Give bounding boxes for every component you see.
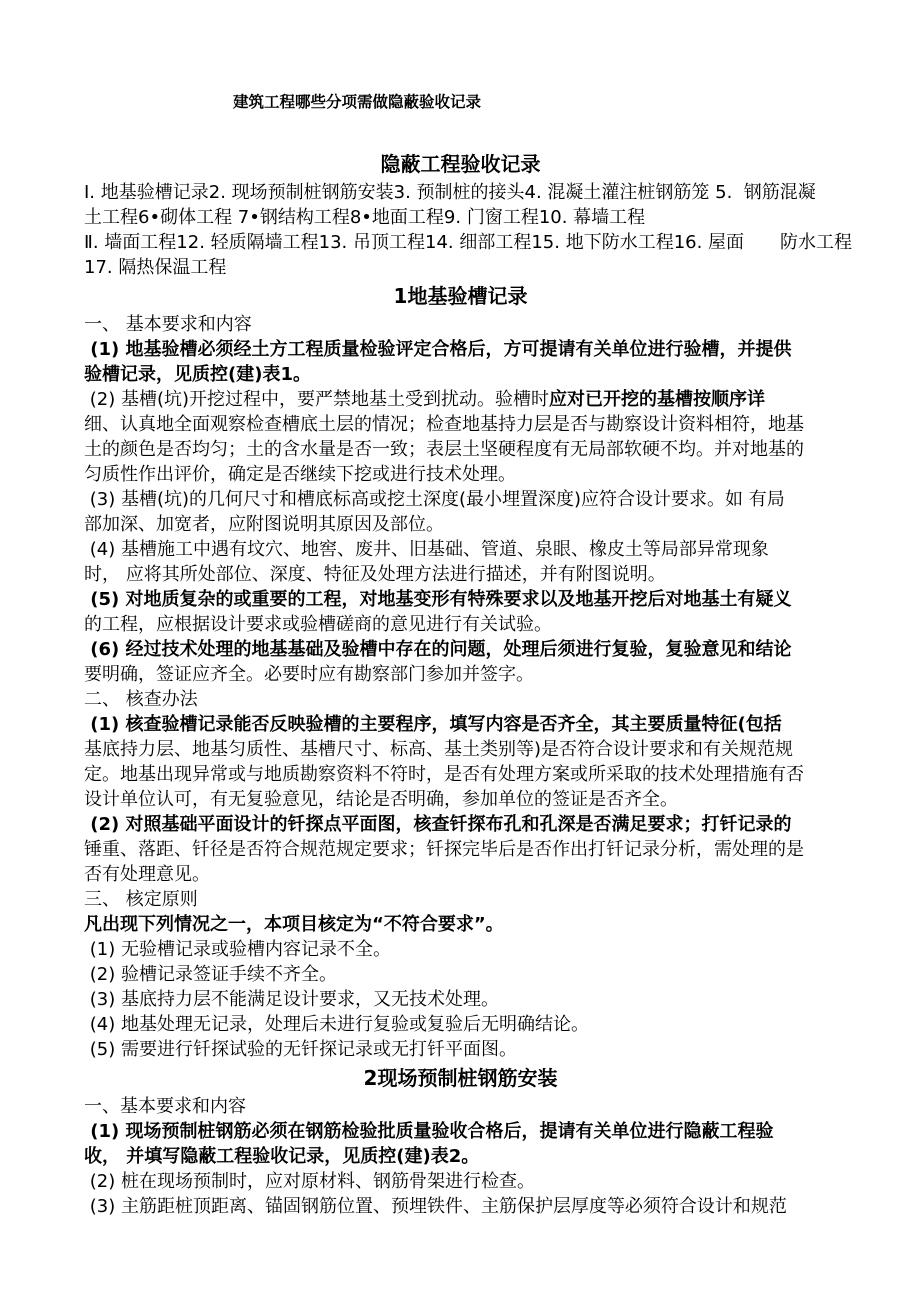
- text-segment: (4) 基槽施工中遇有坟穴、地窖、废井、旧基础、管道、泉眼、橡皮土等局部异常现象: [84, 539, 769, 560]
- text-segment: 部加深、加宽者，应附图说明其原因及部位。: [84, 514, 444, 535]
- text-segment: 基底持力层、地基匀质性、基槽尺寸、标高、基土类别等)是否符合设计要求和有关规范规: [84, 739, 794, 760]
- text-line: [84, 1119, 837, 1144]
- text-segment: (3) 基底持力层不能满足设计要求，又无技术处理。: [84, 989, 499, 1010]
- text-line: [84, 537, 837, 562]
- text-line: [84, 230, 853, 255]
- text-segment: (2) 桩在现场预制时，应对原材料、钢筋骨架进行检查。: [84, 1171, 535, 1192]
- text-segment: 匀质性作出评价，确定是否继续下挖或进行技术处理。: [84, 464, 516, 485]
- text-line: [84, 737, 837, 762]
- text-line: [84, 662, 837, 687]
- text-segment: 设计单位认可，有无复验意见，结论是否明确，参加单位的签证是否齐全。: [84, 789, 678, 810]
- section-heading: 1地基验槽记录: [393, 284, 528, 308]
- text-line: [84, 1169, 837, 1194]
- text-line: [84, 462, 837, 487]
- text-segment: (3) 主筋距桩顶距离、锚固钢筋位置、预埋铁件、主筋保护层厚度等必须符合设计和规范: [84, 1196, 787, 1217]
- text-line: [84, 787, 837, 812]
- text-segment: (4) 地基处理无记录，处理后未进行复验或复验后无明确结论。: [84, 1014, 589, 1035]
- text-line: [84, 887, 837, 912]
- text-line: [84, 987, 837, 1012]
- text-line: [84, 412, 837, 437]
- bold-text-segment: (1) 地基验槽必须经土方工程质量检验评定合格后，方可提请有关单位进行验槽，并提供: [84, 339, 792, 360]
- text-line: [84, 937, 837, 962]
- text-line: [84, 312, 837, 337]
- text-segment: 三、 核定原则: [84, 889, 198, 910]
- document-body: [84, 150, 853, 1219]
- bold-text-segment: 验槽记录，见质控(建)表1。: [84, 364, 311, 385]
- bold-text-segment: (1) 现场预制桩钢筋必须在钢筋检验批质量验收合格后，提请有关单位进行隐蔽工程验: [84, 1121, 774, 1142]
- text-line: [84, 255, 837, 280]
- text-segment: Ⅰ. 地基验槽记录2. 现场预制桩钢筋安装3. 预制桩的接头4. 混凝土灌注桩钢筋笼 5. 钢筋混凝: [84, 182, 816, 203]
- text-segment: 土工程6•砌体工程 7•钢结构工程8•地面工程9. 门窗工程10. 幕墙工程: [84, 207, 646, 228]
- text-line: [84, 762, 837, 787]
- text-segment: 细、认真地全面观察检查槽底土层的情况；检查地基持力层是否与勘察设计资料相符，地基: [84, 414, 804, 435]
- text-line: [84, 205, 837, 230]
- text-segment: (2) 验槽记录签证手续不齐全。: [84, 964, 337, 985]
- text-line: [84, 362, 837, 387]
- text-line: [84, 1012, 837, 1037]
- text-line: [84, 337, 837, 362]
- bold-text-segment: 应对已开挖的基槽按顺序详: [548, 389, 765, 410]
- bold-text-segment: 收， 并填写隐蔽工程验收记录，见质控(建)表2。: [84, 1146, 480, 1167]
- main-heading: 隐蔽工程验收记录: [380, 152, 541, 176]
- text-line: [84, 812, 837, 837]
- text-line: [84, 487, 837, 512]
- text-segment: (5) 需要进行钎探试验的无钎探记录或无打钎平面图。: [84, 1039, 517, 1060]
- text-line: [84, 612, 837, 637]
- text-line: [84, 687, 837, 712]
- document-header-title: 建筑工程哪些分项需做隐蔽验收记录: [233, 93, 482, 111]
- text-line: [84, 587, 837, 612]
- text-segment: 17. 隔热保温工程: [84, 257, 227, 278]
- text-segment: 的工程，应根据设计要求或验槽磋商的意见进行有关试验。: [84, 614, 552, 635]
- text-line: [84, 712, 837, 737]
- text-line: [84, 637, 837, 662]
- text-line: [84, 837, 837, 862]
- text-line: [84, 180, 837, 205]
- bold-text-segment: (2) 对照基础平面设计的钎探点平面图，核查钎探布孔和孔深是否满足要求；打钎记录的: [84, 814, 792, 835]
- text-line: [84, 912, 837, 937]
- text-segment: 锤重、落距、钎径是否符合规范规定要求；钎探完毕后是否作出打钎记录分析，需处理的是: [84, 839, 804, 860]
- text-line: [84, 1144, 837, 1169]
- text-segment: 一、基本要求和内容: [84, 1096, 246, 1117]
- text-line: [84, 387, 837, 412]
- text-line: [84, 1094, 837, 1119]
- text-segment: 定。地基出现异常或与地质勘察资料不符时，是否有处理方案或所采取的技术处理措施有否: [84, 764, 804, 785]
- text-line: [84, 1194, 837, 1219]
- text-line: [84, 1037, 837, 1062]
- bold-text-segment: (1) 核查验槽记录能否反映验槽的主要程序，填写内容是否齐全，其主要质量特征(包括: [84, 714, 782, 735]
- text-segment: (1) 无验槽记录或验槽内容记录不全。: [84, 939, 391, 960]
- text-segment: 二、 核查办法: [84, 689, 198, 710]
- text-segment: 要明确，签证应齐全。必要时应有勘察部门参加并签字。: [84, 664, 534, 685]
- text-segment: (3) 基槽(坑)的几何尺寸和槽底标高或挖土深度(最小埋置深度)应符合设计要求。如 有局: [84, 489, 785, 510]
- text-line: [84, 512, 837, 537]
- text-segment: 一、 基本要求和内容: [84, 314, 252, 335]
- text-segment: (2) 基槽(坑)开挖过程中，要严禁地基土受到扰动。验槽时: [84, 389, 549, 410]
- bold-text-segment: (6) 经过技术处理的地基基础及验槽中存在的问题，处理后须进行复验，复验意见和结论: [84, 639, 792, 660]
- text-line: [84, 437, 837, 462]
- text-segment: 时， 应将其所处部位、深度、特征及处理方法进行描述，并有附图说明。: [84, 564, 666, 585]
- bold-text-segment: 凡出现下列情况之一，本项目核定为“不符合要求”。: [84, 914, 504, 935]
- text-line: [84, 962, 837, 987]
- text-segment: 土的颜色是否均匀；土的含水量是否一致；表层土坚硬程度有无局部软硬不均。并对地基的: [84, 439, 804, 460]
- text-line: [84, 562, 837, 587]
- text-segment: 否有处理意见。: [84, 864, 210, 885]
- section-heading: 2现场预制桩钢筋安装: [363, 1066, 558, 1090]
- text-segment: Ⅱ. 墙面工程12. 轻质隔墙工程13. 吊顶工程14. 细部工程15. 地下防水工程16. 屋面 防水工程: [84, 232, 853, 253]
- text-line: [84, 862, 837, 887]
- bold-text-segment: (5) 对地质复杂的或重要的工程，对地基变形有特殊要求以及地基开挖后对地基土有疑义: [84, 589, 792, 610]
